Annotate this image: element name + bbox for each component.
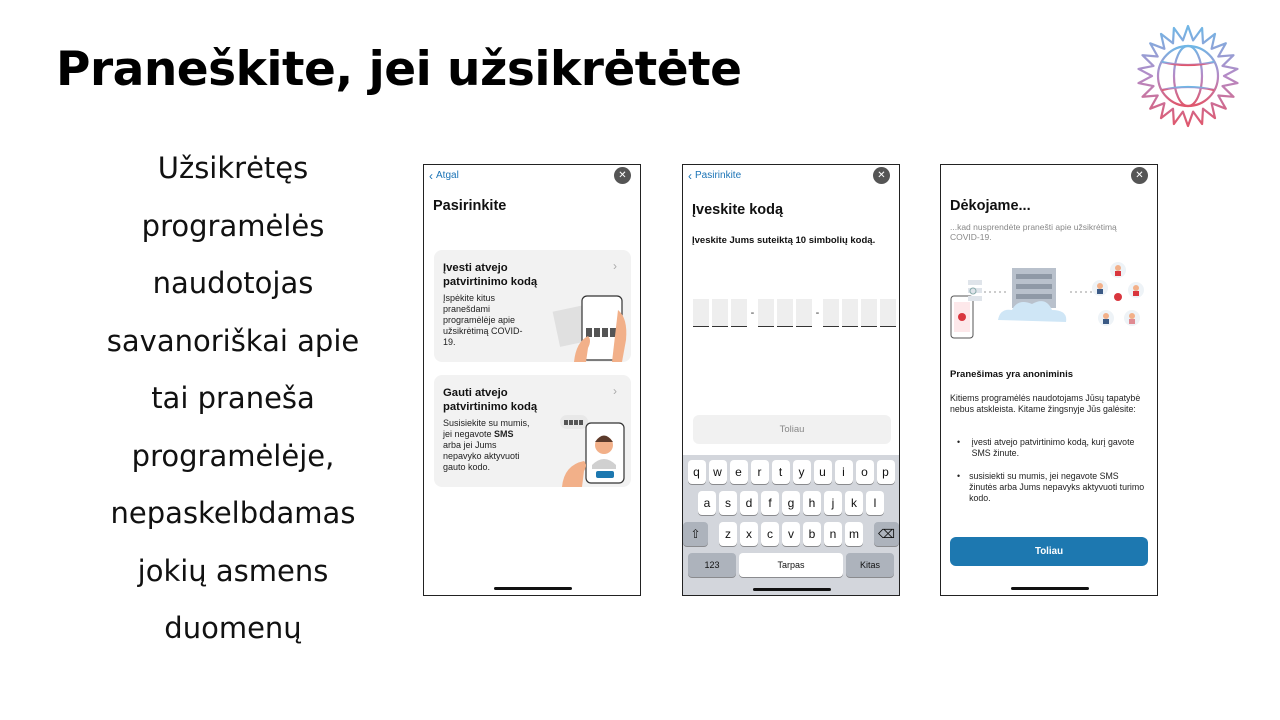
description-text — [80, 140, 386, 658]
close-button[interactable]: ✕ — [1131, 167, 1148, 184]
back-label: Atgal — [436, 170, 459, 181]
network-illustration — [946, 260, 1152, 350]
numbers-key[interactable]: 123 — [688, 553, 736, 577]
globe-sun-logo — [1134, 22, 1242, 130]
back-link[interactable] — [429, 170, 459, 181]
key-s[interactable]: s — [719, 491, 737, 515]
code-separator: - — [815, 307, 820, 319]
description-line: Užsikrėtęs — [157, 151, 309, 185]
key-y[interactable]: y — [793, 460, 811, 484]
code-char-box[interactable] — [823, 299, 839, 327]
close-button[interactable]: ✕ — [873, 167, 890, 184]
description-line: savanoriškai apie — [106, 323, 360, 358]
key-w[interactable]: w — [709, 460, 727, 484]
code-char-box[interactable] — [861, 299, 877, 327]
list-item: • įvesti atvejo patvirtinimo kodą, kurį gavote SMS žinute. — [957, 437, 1135, 458]
key-z[interactable]: z — [719, 522, 737, 546]
shift-key[interactable]: ⇧ — [683, 522, 708, 546]
home-indicator — [1011, 587, 1089, 590]
card-text: Įspėkite kitus pranešdami programėlėje apie užsikrėtimą COVID-19. — [443, 293, 523, 347]
key-j[interactable]: j — [824, 491, 842, 515]
key-u[interactable]: u — [814, 460, 832, 484]
description-line: nepaskelbdamas — [110, 496, 356, 530]
chevron-right-icon: › — [613, 384, 617, 398]
close-button[interactable]: ✕ — [614, 167, 631, 184]
description-line: jokių asmens — [137, 553, 329, 588]
on-screen-keyboard — [683, 455, 899, 596]
key-t[interactable]: t — [772, 460, 790, 484]
phone-call-illustration — [552, 409, 632, 487]
screen-title: Dėkojame... — [950, 198, 1031, 214]
code-separator: - — [750, 307, 755, 319]
key-m[interactable]: m — [845, 522, 863, 546]
description-line: duomenų — [164, 611, 302, 645]
code-input[interactable] — [693, 299, 896, 327]
key-n[interactable]: n — [824, 522, 842, 546]
list-item: • susisiekti su mumis, jei negavote SMS žinutės arba Jums nepavyks aktyvuoti turimo kodo. — [957, 471, 1145, 503]
code-char-box[interactable] — [693, 299, 709, 327]
key-c[interactable]: c — [761, 522, 779, 546]
chevron-left-icon: ‹ — [688, 168, 692, 183]
get-code-option-card[interactable] — [434, 375, 631, 487]
key-r[interactable]: r — [751, 460, 769, 484]
phone-screen-choose — [423, 164, 641, 596]
home-indicator — [494, 587, 572, 590]
card-title: Įvesti atvejo patvirtinimo kodą — [443, 262, 538, 288]
key-k[interactable]: k — [845, 491, 863, 515]
code-char-box[interactable] — [842, 299, 858, 327]
key-i[interactable]: i — [835, 460, 853, 484]
back-label: Pasirinkite — [695, 170, 742, 181]
slide-title: Praneškite, jei užsikrėtėte — [56, 42, 742, 97]
info-text: Kitiems programėlės naudotojams Jūsų tapatybė nebus atskleista. Kitame žingsnyje Jūs galėsite: — [950, 393, 1141, 414]
anonymous-heading: Pranešimas yra anoniminis — [950, 369, 1074, 380]
chevron-right-icon: › — [613, 259, 617, 273]
description-line: programėlėje, — [131, 438, 335, 473]
code-char-box[interactable] — [796, 299, 812, 327]
phone-screen-thanks — [940, 164, 1158, 596]
key-q[interactable]: q — [688, 460, 706, 484]
key-v[interactable]: v — [782, 522, 800, 546]
code-char-box[interactable] — [731, 299, 747, 327]
screen-subtitle: ...kad nusprendėte pranešti apie užsikrėtimą COVID-19. — [950, 222, 1117, 242]
screen-title: Įveskite kodą — [692, 202, 784, 218]
key-d[interactable]: d — [740, 491, 758, 515]
key-f[interactable]: f — [761, 491, 779, 515]
key-h[interactable]: h — [803, 491, 821, 515]
key-p[interactable]: p — [877, 460, 895, 484]
backspace-key[interactable]: ⌫ — [874, 522, 899, 546]
phone-code-illustration — [552, 290, 632, 362]
chevron-left-icon: ‹ — [429, 168, 433, 183]
description-line: programėlės — [141, 208, 325, 243]
code-char-box[interactable] — [777, 299, 793, 327]
next-button-disabled[interactable]: Toliau — [693, 415, 891, 444]
back-link[interactable] — [688, 170, 741, 181]
key-b[interactable]: b — [803, 522, 821, 546]
enter-code-option-card[interactable] — [434, 250, 631, 362]
card-title: Gauti atvejo patvirtinimo kodą — [443, 387, 538, 413]
key-a[interactable]: a — [698, 491, 716, 515]
key-g[interactable]: g — [782, 491, 800, 515]
card-text: Susisiekite su mumis, jei negavote SMS arba jei Jums nepavyko aktyvuoti gauto kodo. — [443, 418, 530, 472]
description-line: naudotojas — [152, 266, 314, 300]
code-char-box[interactable] — [758, 299, 774, 327]
phone-screen-enter-code — [682, 164, 900, 596]
instruction-text: Įveskite Jums suteiktą 10 simbolių kodą. — [692, 235, 876, 246]
code-char-box[interactable] — [712, 299, 728, 327]
key-e[interactable]: e — [730, 460, 748, 484]
screen-title: Pasirinkite — [433, 198, 507, 214]
code-char-box[interactable] — [880, 299, 896, 327]
home-indicator — [753, 588, 831, 591]
key-o[interactable]: o — [856, 460, 874, 484]
next-button[interactable]: Toliau — [950, 537, 1148, 566]
next-key[interactable]: Kitas — [846, 553, 894, 577]
key-x[interactable]: x — [740, 522, 758, 546]
key-l[interactable]: l — [866, 491, 884, 515]
space-key[interactable]: Tarpas — [739, 553, 843, 577]
description-line: tai praneša — [151, 381, 315, 415]
